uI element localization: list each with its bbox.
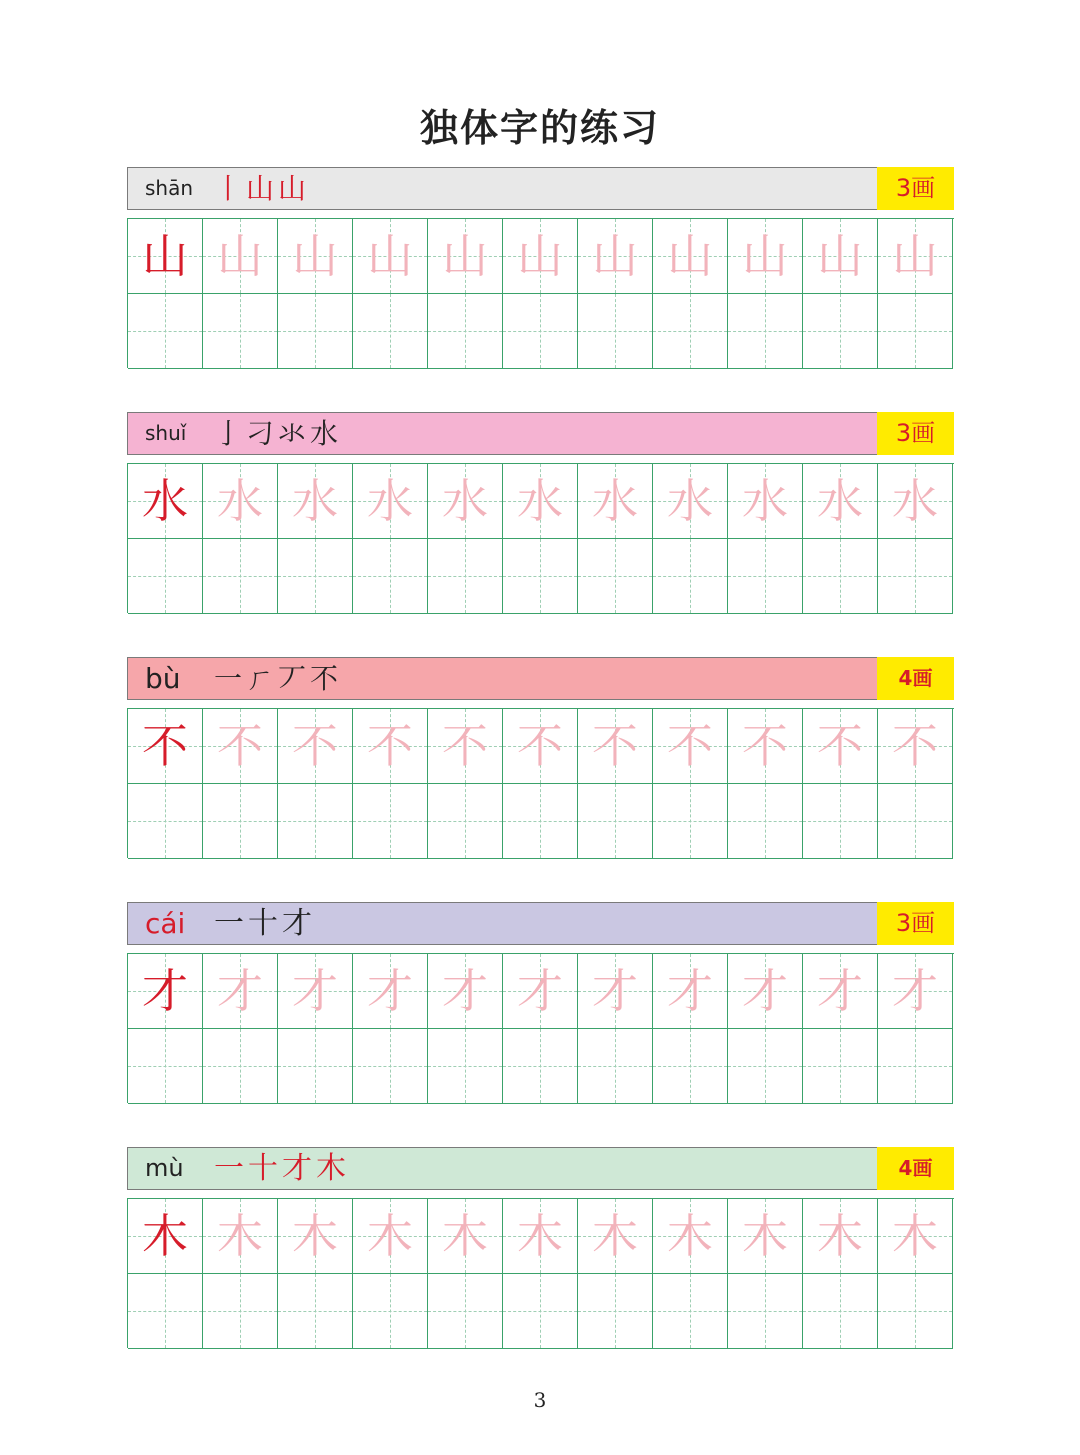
blank-writing-cell[interactable]: [653, 784, 728, 859]
writing-grid: [127, 218, 954, 368]
trace-character: 才: [892, 964, 938, 1018]
grid-cell: [503, 709, 578, 784]
grid-cell: [578, 1199, 653, 1274]
blank-writing-cell[interactable]: [428, 784, 503, 859]
trace-character: 水: [892, 474, 938, 528]
grid-cell: [878, 709, 953, 784]
section-header: [127, 167, 954, 210]
trace-character: 水: [517, 474, 563, 528]
grid-cell: [353, 954, 428, 1029]
trace-character: 水: [592, 474, 638, 528]
model-character: 才: [142, 964, 188, 1018]
trace-character: 才: [667, 964, 713, 1018]
blank-writing-cell[interactable]: [353, 539, 428, 614]
blank-writing-cell[interactable]: [728, 1029, 803, 1104]
grid-cell: [428, 1199, 503, 1274]
blank-writing-cell[interactable]: [353, 1029, 428, 1104]
grid-cell: [578, 464, 653, 539]
trace-character: 水: [367, 474, 413, 528]
trace-character: 木: [667, 1209, 713, 1263]
grid-cell: [203, 709, 278, 784]
grid-cell: [203, 219, 278, 294]
trace-character: 水: [217, 474, 263, 528]
blank-writing-cell[interactable]: [278, 1274, 353, 1349]
stroke-order: 亅刁氺水: [214, 417, 343, 450]
trace-character: 才: [817, 964, 863, 1018]
page-number: 3: [533, 1388, 547, 1412]
blank-writing-cell[interactable]: [578, 294, 653, 369]
pinyin: shuǐ: [145, 421, 187, 445]
grid-cell: [878, 464, 953, 539]
grid-cell: [728, 219, 803, 294]
model-character: 不: [142, 719, 188, 773]
trace-character: 木: [442, 1209, 488, 1263]
pinyin: mù: [145, 1154, 184, 1182]
grid-cell: [428, 709, 503, 784]
trace-character: 不: [592, 719, 638, 773]
grid-cell: [503, 464, 578, 539]
grid-cell: [128, 1199, 203, 1274]
grid-cell: [353, 464, 428, 539]
grid-cell: [803, 464, 878, 539]
grid-cell: [428, 954, 503, 1029]
grid-cell: [203, 1199, 278, 1274]
blank-writing-cell[interactable]: [503, 1029, 578, 1104]
blank-writing-cell[interactable]: [503, 1274, 578, 1349]
blank-writing-cell[interactable]: [803, 539, 878, 614]
writing-grid: [127, 463, 954, 613]
blank-writing-cell[interactable]: [428, 1029, 503, 1104]
stroke-order: 丨山山: [214, 172, 311, 205]
blank-writing-cell[interactable]: [653, 294, 728, 369]
blank-writing-cell[interactable]: [428, 539, 503, 614]
trace-character: 才: [442, 964, 488, 1018]
blank-writing-cell[interactable]: [578, 539, 653, 614]
blank-writing-cell[interactable]: [128, 1029, 203, 1104]
grid-cell: [878, 954, 953, 1029]
trace-character: 不: [292, 719, 338, 773]
blank-writing-cell[interactable]: [203, 784, 278, 859]
blank-writing-cell[interactable]: [878, 539, 953, 614]
practice-section: [127, 412, 954, 528]
grid-cell: [503, 954, 578, 1029]
pinyin: bù: [145, 662, 181, 695]
blank-writing-cell[interactable]: [503, 294, 578, 369]
blank-writing-cell[interactable]: [128, 539, 203, 614]
stroke-count-badge: 3画: [877, 902, 954, 945]
blank-writing-cell[interactable]: [203, 1274, 278, 1349]
grid-cell: [278, 1199, 353, 1274]
trace-character: 不: [817, 719, 863, 773]
grid-cell: [878, 1199, 953, 1274]
blank-writing-cell[interactable]: [278, 1029, 353, 1104]
blank-writing-cell[interactable]: [728, 539, 803, 614]
blank-writing-cell[interactable]: [428, 1274, 503, 1349]
grid-cell: [803, 954, 878, 1029]
grid-cell: [503, 1199, 578, 1274]
trace-character: 水: [742, 474, 788, 528]
grid-cell: [128, 954, 203, 1029]
trace-character: 才: [217, 964, 263, 1018]
blank-writing-cell[interactable]: [653, 1029, 728, 1104]
grid-cell: [728, 709, 803, 784]
grid-cell: [653, 1199, 728, 1274]
blank-writing-cell[interactable]: [503, 539, 578, 614]
trace-character: 木: [592, 1209, 638, 1263]
model-character: 山: [142, 229, 188, 283]
blank-writing-cell[interactable]: [353, 784, 428, 859]
page-title: 独体字的练习: [419, 105, 660, 150]
blank-writing-cell[interactable]: [353, 294, 428, 369]
writing-grid: [127, 708, 954, 858]
trace-character: 山: [667, 229, 713, 283]
writing-grid: [127, 1198, 954, 1348]
blank-writing-cell[interactable]: [803, 1029, 878, 1104]
trace-character: 山: [442, 229, 488, 283]
grid-cell: [653, 464, 728, 539]
blank-writing-cell[interactable]: [653, 1274, 728, 1349]
blank-writing-cell[interactable]: [803, 784, 878, 859]
section-header: [127, 412, 954, 455]
grid-cell: [428, 464, 503, 539]
trace-character: 山: [817, 229, 863, 283]
blank-writing-cell[interactable]: [728, 1274, 803, 1349]
grid-cell: [278, 954, 353, 1029]
trace-character: 不: [517, 719, 563, 773]
trace-character: 不: [442, 719, 488, 773]
model-character: 木: [142, 1209, 188, 1263]
pinyin: shān: [145, 176, 194, 200]
trace-character: 不: [892, 719, 938, 773]
blank-writing-cell[interactable]: [878, 1274, 953, 1349]
blank-writing-cell[interactable]: [503, 784, 578, 859]
pinyin: cái: [145, 907, 186, 940]
blank-writing-cell[interactable]: [878, 784, 953, 859]
trace-character: 才: [742, 964, 788, 1018]
blank-writing-cell[interactable]: [803, 294, 878, 369]
blank-writing-cell[interactable]: [653, 539, 728, 614]
trace-character: 水: [817, 474, 863, 528]
section-header: [127, 902, 954, 945]
blank-writing-cell[interactable]: [278, 294, 353, 369]
trace-character: 才: [367, 964, 413, 1018]
grid-cell: [278, 219, 353, 294]
blank-writing-cell[interactable]: [353, 1274, 428, 1349]
grid-cell: [428, 219, 503, 294]
stroke-count-badge: 3画: [877, 412, 954, 455]
blank-writing-cell[interactable]: [578, 784, 653, 859]
blank-writing-cell[interactable]: [278, 539, 353, 614]
trace-character: 不: [742, 719, 788, 773]
trace-character: 山: [892, 229, 938, 283]
stroke-count-badge: 3画: [877, 167, 954, 210]
practice-section: [127, 902, 954, 1018]
stroke-count-badge: 4画: [877, 1147, 954, 1190]
writing-grid: [127, 953, 954, 1103]
blank-writing-cell[interactable]: [278, 784, 353, 859]
trace-character: 才: [292, 964, 338, 1018]
trace-character: 木: [817, 1209, 863, 1263]
grid-cell: [503, 219, 578, 294]
grid-cell: [803, 709, 878, 784]
grid-cell: [728, 464, 803, 539]
stroke-order: 一十才: [214, 906, 316, 941]
trace-character: 木: [292, 1209, 338, 1263]
trace-character: 才: [592, 964, 638, 1018]
blank-writing-cell[interactable]: [803, 1274, 878, 1349]
grid-cell: [353, 1199, 428, 1274]
blank-writing-cell[interactable]: [128, 1274, 203, 1349]
grid-cell: [653, 709, 728, 784]
trace-character: 不: [217, 719, 263, 773]
grid-cell: [578, 219, 653, 294]
section-header: [127, 657, 954, 700]
trace-character: 山: [517, 229, 563, 283]
trace-character: 不: [367, 719, 413, 773]
trace-character: 山: [217, 229, 263, 283]
grid-cell: [653, 954, 728, 1029]
practice-section: [127, 1147, 954, 1263]
blank-writing-cell[interactable]: [878, 1029, 953, 1104]
blank-writing-cell[interactable]: [728, 294, 803, 369]
blank-writing-cell[interactable]: [578, 1274, 653, 1349]
trace-character: 水: [292, 474, 338, 528]
stroke-order: 一ㄏ丆不: [214, 662, 343, 695]
grid-cell: [803, 1199, 878, 1274]
practice-section: [127, 167, 954, 283]
grid-cell: [128, 219, 203, 294]
blank-writing-cell[interactable]: [128, 784, 203, 859]
grid-cell: [728, 1199, 803, 1274]
practice-section: [127, 657, 954, 773]
grid-cell: [353, 219, 428, 294]
trace-character: 木: [217, 1209, 263, 1263]
grid-cell: [278, 709, 353, 784]
blank-writing-cell[interactable]: [203, 539, 278, 614]
model-character: 水: [142, 474, 188, 528]
trace-character: 才: [517, 964, 563, 1018]
trace-character: 山: [592, 229, 638, 283]
grid-cell: [353, 709, 428, 784]
grid-cell: [128, 709, 203, 784]
blank-writing-cell[interactable]: [578, 1029, 653, 1104]
trace-character: 不: [667, 719, 713, 773]
grid-cell: [278, 464, 353, 539]
trace-character: 水: [442, 474, 488, 528]
grid-cell: [578, 709, 653, 784]
trace-character: 山: [292, 229, 338, 283]
stroke-order: 一十才木: [214, 1151, 350, 1186]
grid-cell: [653, 219, 728, 294]
trace-character: 山: [367, 229, 413, 283]
trace-character: 木: [892, 1209, 938, 1263]
blank-writing-cell[interactable]: [728, 784, 803, 859]
blank-writing-cell[interactable]: [878, 294, 953, 369]
blank-writing-cell[interactable]: [128, 294, 203, 369]
grid-cell: [803, 219, 878, 294]
trace-character: 木: [517, 1209, 563, 1263]
grid-cell: [728, 954, 803, 1029]
grid-cell: [203, 464, 278, 539]
trace-character: 水: [667, 474, 713, 528]
blank-writing-cell[interactable]: [203, 294, 278, 369]
grid-cell: [128, 464, 203, 539]
grid-cell: [878, 219, 953, 294]
section-header: [127, 1147, 954, 1190]
trace-character: 木: [367, 1209, 413, 1263]
trace-character: 山: [742, 229, 788, 283]
blank-writing-cell[interactable]: [203, 1029, 278, 1104]
blank-writing-cell[interactable]: [428, 294, 503, 369]
grid-cell: [203, 954, 278, 1029]
trace-character: 木: [742, 1209, 788, 1263]
stroke-count-badge: 4画: [877, 657, 954, 700]
grid-cell: [578, 954, 653, 1029]
